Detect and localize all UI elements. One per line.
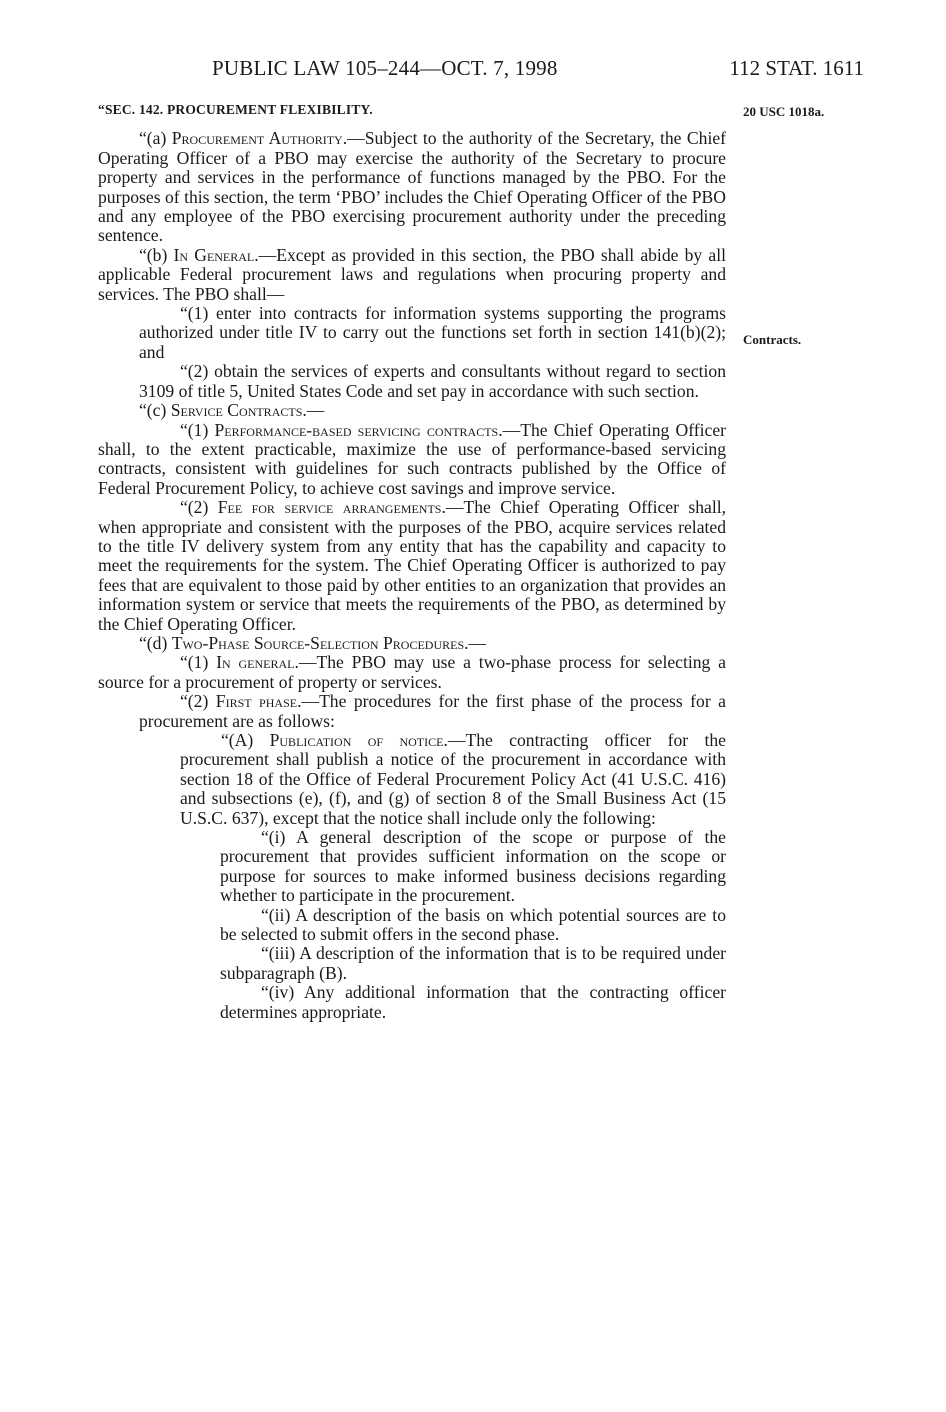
paragraph-c1-text: —The Chief Operating Officer shall, to the extent practicable, maximize the use of performance-based servicing contracts, consistent with guidelines for such contracts published by the Office of Federal Procurement Policy, to achieve cost savings and improve service. (98, 419, 726, 498)
paragraph-c1-caption: Performance-based servicing contracts. (214, 419, 503, 440)
paragraph-d1 (98, 653, 726, 692)
clause-ii: “(ii) A description of the basis on which potential sources are to be selected to submit offers in the second phase. (220, 904, 726, 945)
subsection-d-caption: Two-Phase Source-Selection Procedures. (171, 632, 469, 653)
margin-note-usc: 20 USC 1018a. (743, 104, 825, 119)
paragraph-d1-caption: In general. (216, 652, 299, 673)
margin-note-contracts: Contracts. (743, 332, 802, 347)
subsection-c (98, 401, 726, 420)
subsection-b-text: —Except as provided in this section, the PBO shall abide by all applicable Federal procurement laws and regulations when procuring property and services. The PBO shall— (98, 244, 726, 304)
paragraph-c2 (98, 498, 726, 634)
section-heading: “SEC. 142. PROCUREMENT FLEXIBILITY. (98, 102, 373, 117)
paragraph-d1-text: —The PBO may use a two-phase process for selecting a source for a procurement of property or services. (98, 652, 726, 692)
paragraph-d2-text: —The procedures for the first phase of the process for a procurement are as follows: (139, 691, 726, 731)
subsection-d-lead: “(d) (139, 632, 172, 653)
subsection-b-lead: “(b) (139, 244, 174, 265)
subsection-a-lead: “(a) (139, 128, 172, 149)
paragraph-d2 (139, 692, 726, 731)
subparagraph-d2a (180, 731, 726, 828)
subsection-c-lead: “(c) (139, 400, 171, 421)
paragraph-d2-caption: First phase. (215, 691, 302, 712)
paragraph-b2: “(2) obtain the services of experts and consultants without regard to section 3109 of title 5, United States Code and set pay in accordance with such section. (139, 361, 726, 401)
paragraph-b1: “(1) enter into contracts for information systems supporting the programs authorized under title IV to carry out the functions set forth in section 141(b)(2); and (139, 303, 726, 362)
paragraph-d2-lead: “(2) (180, 691, 216, 712)
paragraph-d1-lead: “(1) (180, 652, 217, 673)
subparagraph-d2a-lead: “(A) (221, 730, 270, 750)
subsection-c-text: — (306, 400, 325, 421)
subsection-a (98, 129, 726, 245)
header-title: PUBLIC LAW 105–244—OCT. 7, 1998 (212, 56, 558, 80)
paragraph-c2-caption: Fee for service arrangements. (217, 497, 446, 518)
clause-iv: “(iv) Any additional information that the contracting officer determines appropriate. (220, 982, 726, 1022)
page-header (212, 56, 864, 86)
header-stat-page: 112 STAT. 1611 (729, 56, 864, 80)
subparagraph-d2a-text: —The contracting officer for the procurement shall publish a notice of the procurement in accordance with section 18 of the Office of Federal Procurement Policy Act (41 U.S.C. 416) and subsections (e), (f), and (g) of section 8 of the Small Business Act (15 U.S.C. 637), except that the notice shall include only the following: (180, 730, 726, 828)
paragraph-c2-lead: “(2) (180, 497, 218, 518)
subsection-c-caption: Service Contracts. (170, 400, 307, 421)
subsection-d-text: — (468, 632, 487, 653)
subsection-a-caption: Procurement Authority. (171, 128, 348, 149)
subsection-b-caption: In General. (173, 244, 259, 265)
section-body (98, 100, 726, 1022)
paragraph-c2-text: —The Chief Operating Officer shall, when appropriate and consistent with the purposes of the PBO, acquire services related to the title IV delivery system from any entity that has the capability and capacity to meet the requirements for the system. The Chief Operating Officer is authorized to pay fees that are equivalent to those paid by other entities to an organization that provides an information system or service that meets the requirements of the PBO, as determined by the Chief Operating Officer. (98, 497, 726, 634)
paragraph-c1-lead: “(1) (180, 419, 215, 440)
clause-i: “(i) A general description of the scope or purpose of the procurement that provides sufficient information on the scope or purpose for sources to make informed business decisions regarding whether to participate in the procurement. (220, 827, 726, 906)
subsection-d (98, 634, 726, 653)
subparagraph-d2a-caption: Publication of notice. (269, 730, 448, 750)
clause-iii: “(iii) A description of the information that is to be required under subparagraph (B). (220, 943, 726, 983)
subsection-b (98, 246, 726, 304)
subsection-a-text: —Subject to the authority of the Secretary, the Chief Operating Officer of a PBO may exercise the authority of the Secretary to procure property and services in the performance of functions managed by the PBO. For the purposes of this section, the term ‘PBO’ includes the Chief Operating Officer of the PBO and any employee of the PBO exercising procurement authority under the preceding sentence. (98, 128, 726, 246)
paragraph-c1 (98, 421, 726, 499)
